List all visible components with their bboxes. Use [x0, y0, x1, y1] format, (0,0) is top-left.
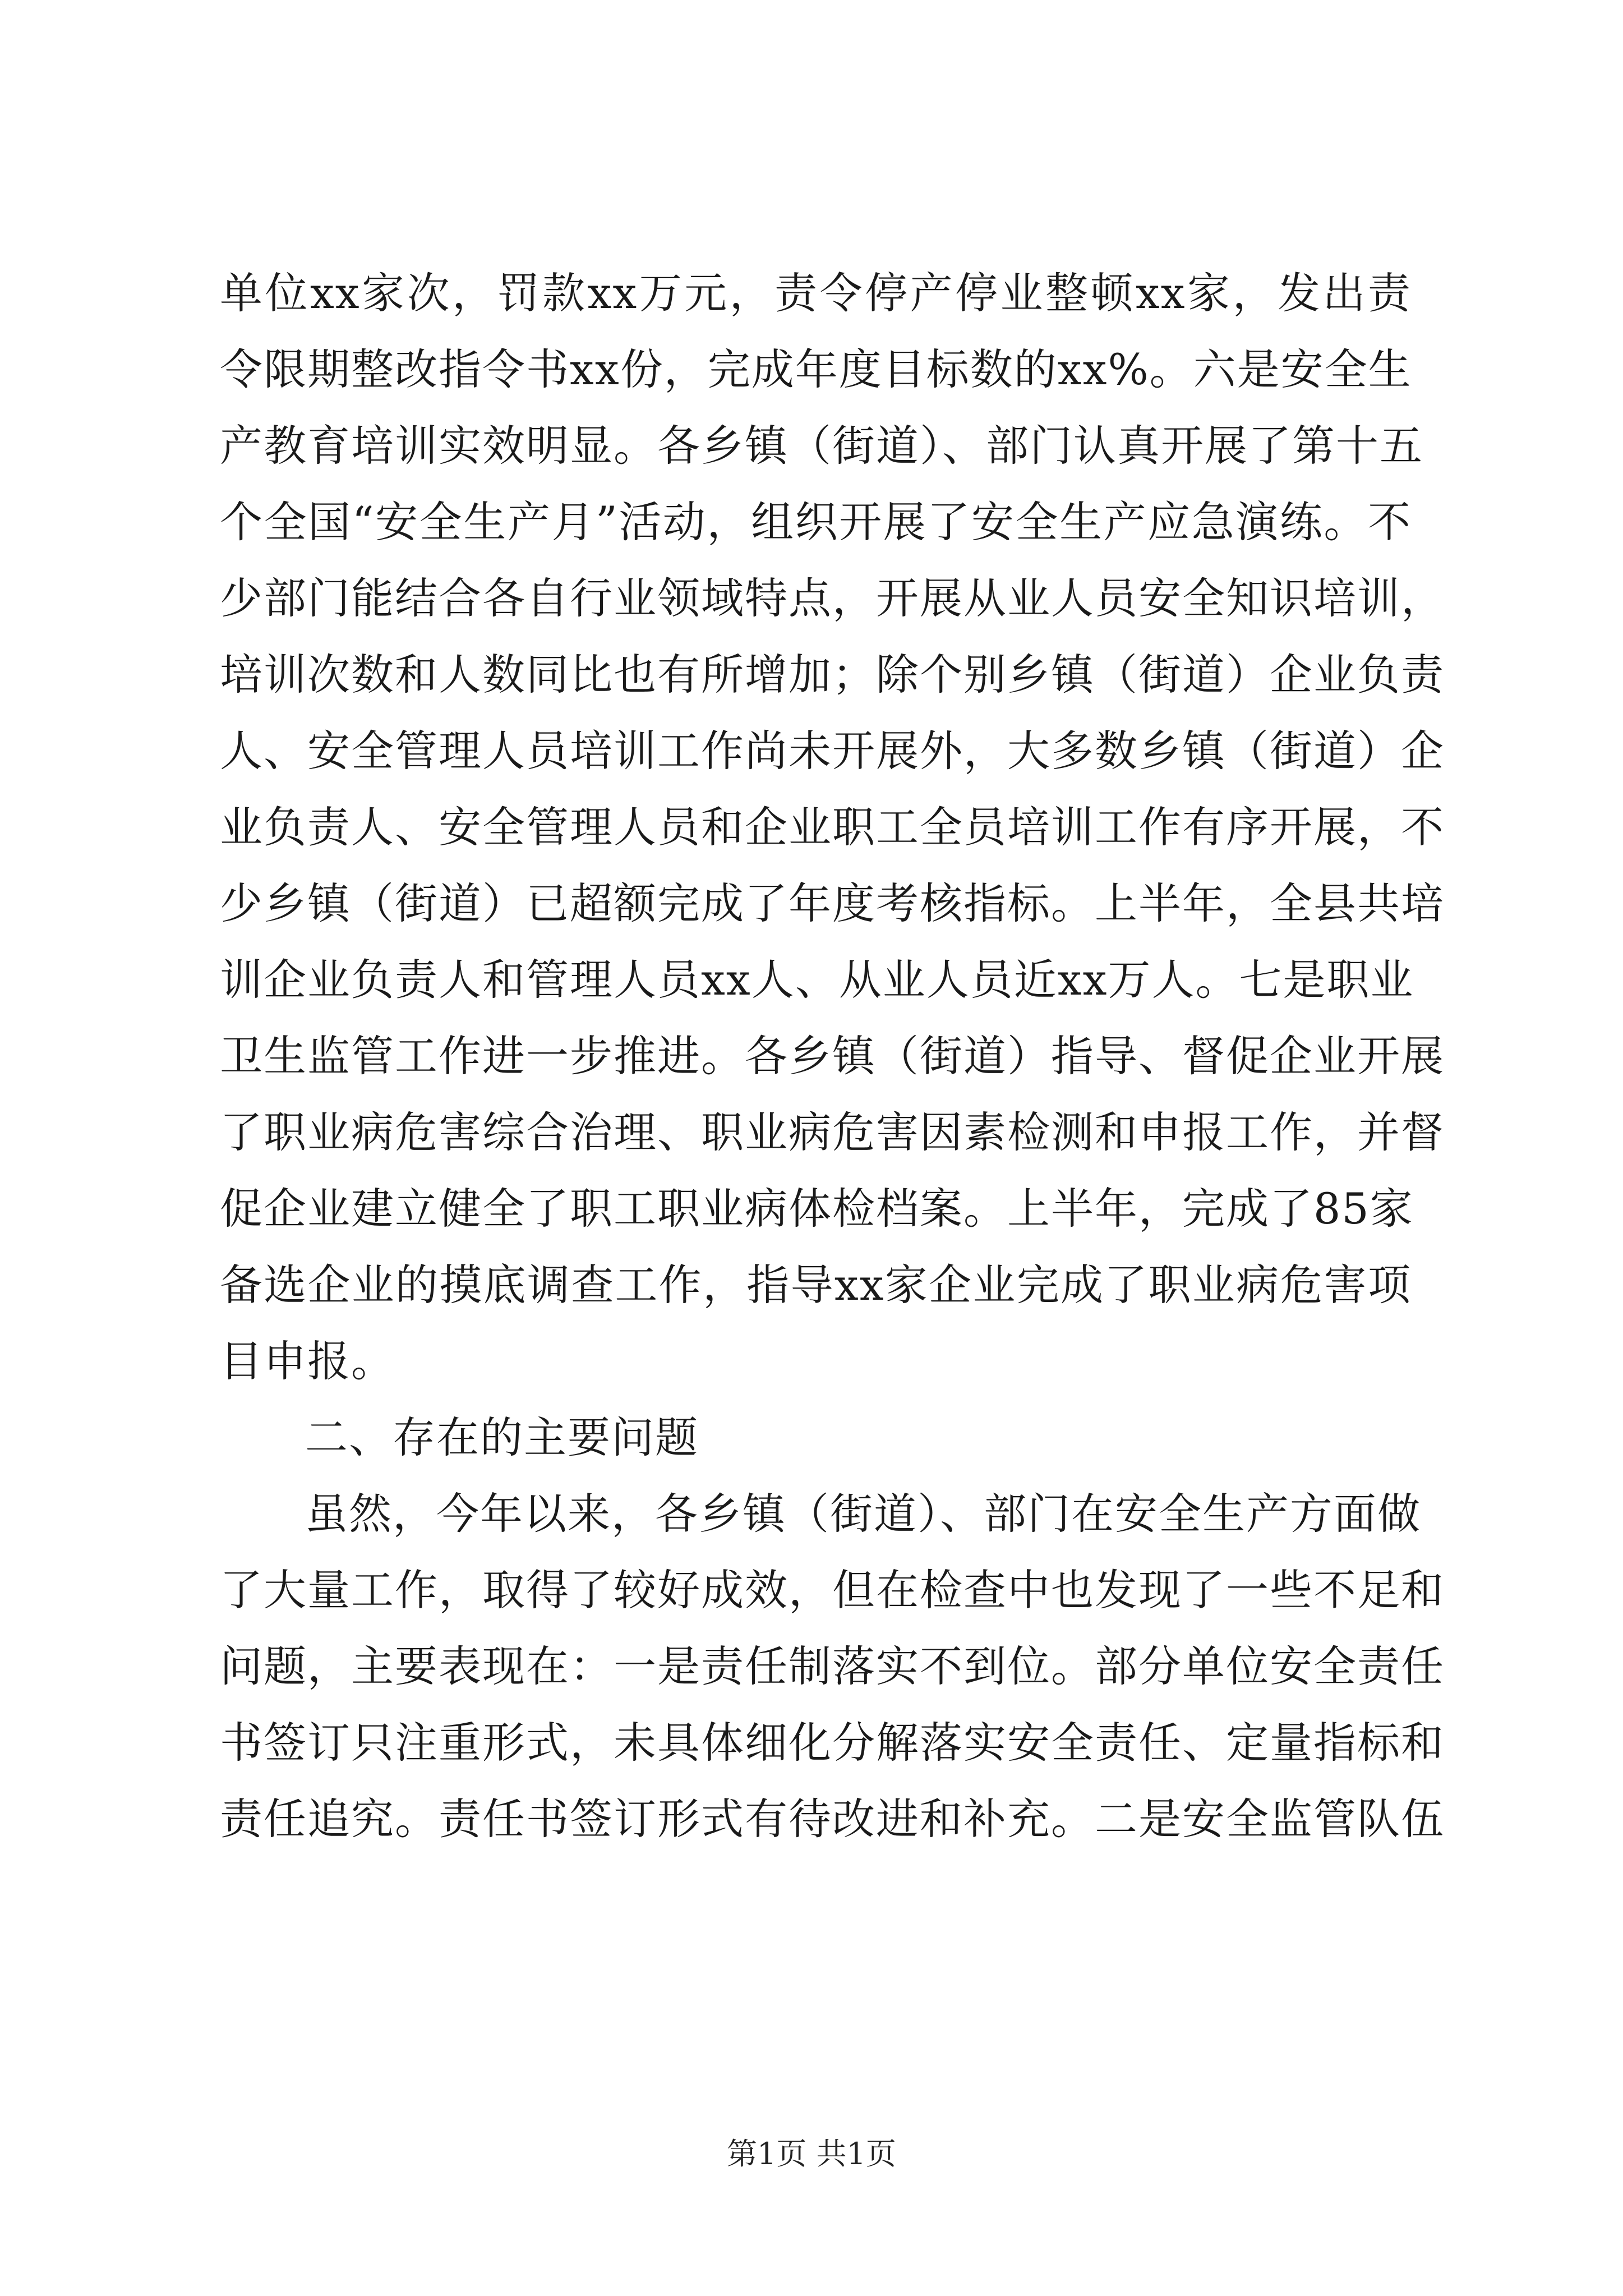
paragraph-line: 书签订只注重形式，未具体细化分解落实安全责任、定量指标和: [220, 1718, 1445, 1768]
page-number: 第1页 共1页: [727, 2136, 896, 2171]
paragraph-line: 人、安全管理人员培训工作尚未开展外，大多数乡镇（街道）企: [220, 726, 1445, 776]
paragraph-line: 虽然，今年以来，各乡镇（街道）、部门在安全生产方面做: [305, 1489, 1421, 1539]
paragraph-line: 培训次数和人数同比也有所增加；除个别乡镇（街道）企业负责: [220, 650, 1445, 700]
paragraph-line: 少乡镇（街道）已超额完成了年度考核指标。上半年，全县共培: [220, 878, 1445, 928]
paragraph-line: 责任追究。责任书签订形式有待改进和补充。二是安全监管队伍: [220, 1794, 1445, 1844]
paragraph-line: 少部门能结合各自行业领域特点，开展从业人员安全知识培训，: [220, 573, 1445, 623]
paragraph-line: 卫生监管工作进一步推进。各乡镇（街道）指导、督促企业开展: [220, 1031, 1445, 1081]
document-body: [220, 255, 1445, 1857]
paragraph-line: 问题，主要表现在：一是责任制落实不到位。部分单位安全责任: [220, 1641, 1445, 1691]
paragraph-line: 目申报。: [220, 1336, 395, 1386]
paragraph-line: 业负责人、安全管理人员和企业职工全员培训工作有序开展，不: [220, 802, 1445, 852]
paragraph-line: 单位xx家次，罚款xx万元，责令停产停业整顿xx家，发出责: [220, 268, 1412, 318]
paragraph-line: 备选企业的摸底调查工作，指导xx家企业完成了职业病危害项: [220, 1260, 1412, 1310]
paragraph-line: 促企业建立健全了职工职业病体检档案。上半年，完成了85家: [220, 1184, 1414, 1234]
paragraph-line: 了职业病危害综合治理、职业病危害因素检测和申报工作，并督: [220, 1107, 1445, 1157]
paragraph-line: 了大量工作，取得了较好成效，但在检查中也发现了一些不足和: [220, 1565, 1445, 1615]
paragraph-line: 令限期整改指令书xx份，完成年度目标数的xx%。六是安全生: [220, 344, 1412, 394]
paragraph-line: 产教育培训实效明显。各乡镇（街道）、部门认真开展了第十五: [220, 421, 1423, 471]
paragraph-line: 个全国“安全生产月”活动，组织开展了安全生产应急演练。不: [220, 497, 1412, 547]
paragraph-line: 训企业负责人和管理人员xx人、从业人员近xx万人。七是职业: [220, 955, 1414, 1005]
page-footer: [0, 2134, 1623, 2174]
section-heading: 二、存在的主要问题: [305, 1412, 699, 1462]
